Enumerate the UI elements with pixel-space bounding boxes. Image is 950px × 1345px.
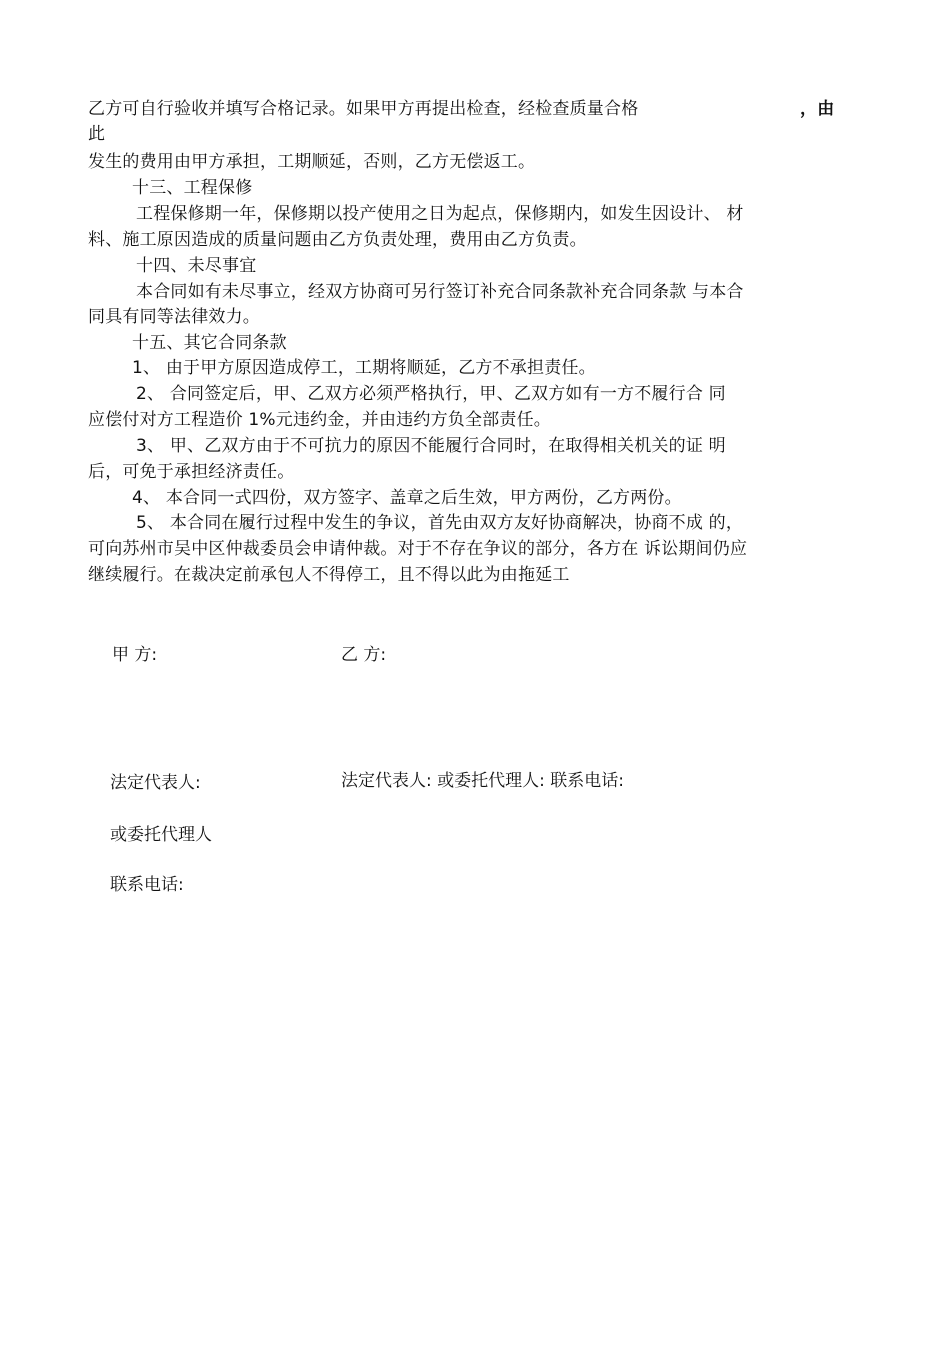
- text-line: 3、 甲、乙双方由于不可抗力的原因不能履行合同时，在取得相关机关的证 明: [136, 436, 726, 456]
- section-heading: 十四、未尽事宜: [136, 256, 257, 276]
- phone-a-label: 联系电话:: [110, 875, 184, 895]
- text-line: 本合同如有未尽事立，经双方协商可另行签订补充合同条款补充合同条款 与本合: [136, 282, 744, 302]
- text-line: 1、 由于甲方原因造成停工，工期将顺延，乙方不承担责任。: [132, 358, 596, 378]
- text-line: 2、 合同签定后，甲、乙双方必须严格执行，甲、乙双方如有一方不履行合 同: [136, 384, 726, 404]
- text-line: 乙方可自行验收并填写合格记录。如果甲方再提出检查，经检查质量合格: [88, 99, 639, 119]
- text-line: 继续履行。在裁决定前承包人不得停工，且不得以此为由拖延工: [88, 565, 570, 585]
- legal-rep-b-label: 法定代表人: 或委托代理人: 联系电话:: [341, 771, 624, 791]
- section-heading: 十三、工程保修: [132, 178, 253, 198]
- text-line: 可向苏州市吴中区仲裁委员会申请仲裁。对于不存在争议的部分，各方在 诉讼期间仍应: [88, 539, 748, 559]
- text-line: 后，可免于承担经济责任。: [88, 462, 295, 482]
- party-a-label: 甲 方:: [112, 645, 158, 665]
- agent-a-label: 或委托代理人: [110, 825, 212, 845]
- text-line: 4、 本合同一式四份，双方签字、盖章之后生效，甲方两份，乙方两份。: [132, 488, 682, 508]
- text-line: 此: [88, 124, 106, 144]
- text-line: 工程保修期一年，保修期以投产使用之日为起点，保修期内，如发生因设计、 材: [136, 204, 744, 224]
- text-line: 同具有同等法律效力。: [88, 307, 260, 327]
- section-heading: 十五、其它合同条款: [132, 333, 287, 353]
- party-b-label: 乙 方:: [341, 645, 387, 665]
- text-line: 5、 本合同在履行过程中发生的争议，首先由双方友好协商解决，协商不成 的，: [136, 513, 744, 533]
- text-line: 发生的费用由甲方承担，工期顺延，否则，乙方无偿返工。: [88, 152, 536, 172]
- text-line: ，由: [800, 99, 835, 119]
- legal-rep-a-label: 法定代表人:: [110, 773, 201, 793]
- text-line: 应偿付对方工程造价 1%元违约金，并由违约方负全部责任。: [88, 410, 551, 430]
- text-line: 料、施工原因造成的质量问题由乙方负责处理，费用由乙方负责。: [88, 230, 587, 250]
